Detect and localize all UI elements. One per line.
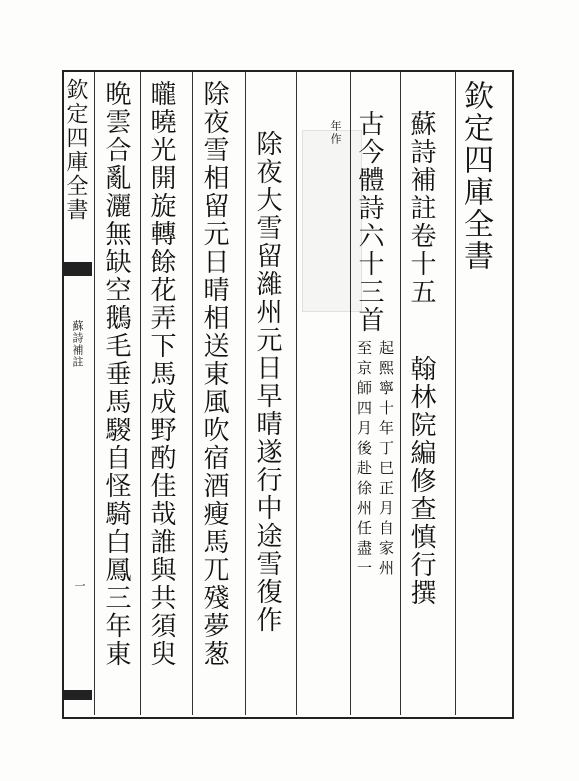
poem-line: 除夜雪相留元日晴相送東風吹宿酒瘦馬兀殘夢葱 [199,80,229,668]
author-line: 翰林院編修查慎行撰 [406,355,436,607]
section-note: 至京師四月後赴徐州任盡一 [355,340,373,580]
column-rule [94,72,95,715]
edge-title: 欽定四庫全書 [63,78,88,222]
poem-line: 晩雲合亂灑無缺空鵝毛垂馬騣自怪騎白鳳三年東 [101,80,131,668]
poem-title: 除夜大雪留濰州元日早晴遂行中途雪復作 [252,130,282,634]
fishtail-mark [64,690,92,700]
column-rule [296,72,297,715]
column-rule [400,72,401,715]
fishtail-mark [64,262,92,276]
column-rule [455,72,456,715]
series-title: 欽定四庫全書 [458,80,493,272]
column-rule [245,72,246,715]
work-title: 蘇詩補註卷十五 [406,110,436,306]
seal-stamp [302,130,362,312]
section-title: 古今體詩六十三首 [354,110,384,334]
section-note: 起熙寧十年丁巳正月自家州 [377,340,395,580]
column-rule [192,72,193,715]
column-rule [140,72,141,715]
poem-line: 曨曉光開旋轉餘花弄下馬成野酌佳哉誰與共須臾 [146,80,176,668]
section-note: 年作 [329,120,342,146]
margin-book-title: 蘇詩補註 [71,320,84,368]
page-number: 一 [73,580,86,593]
